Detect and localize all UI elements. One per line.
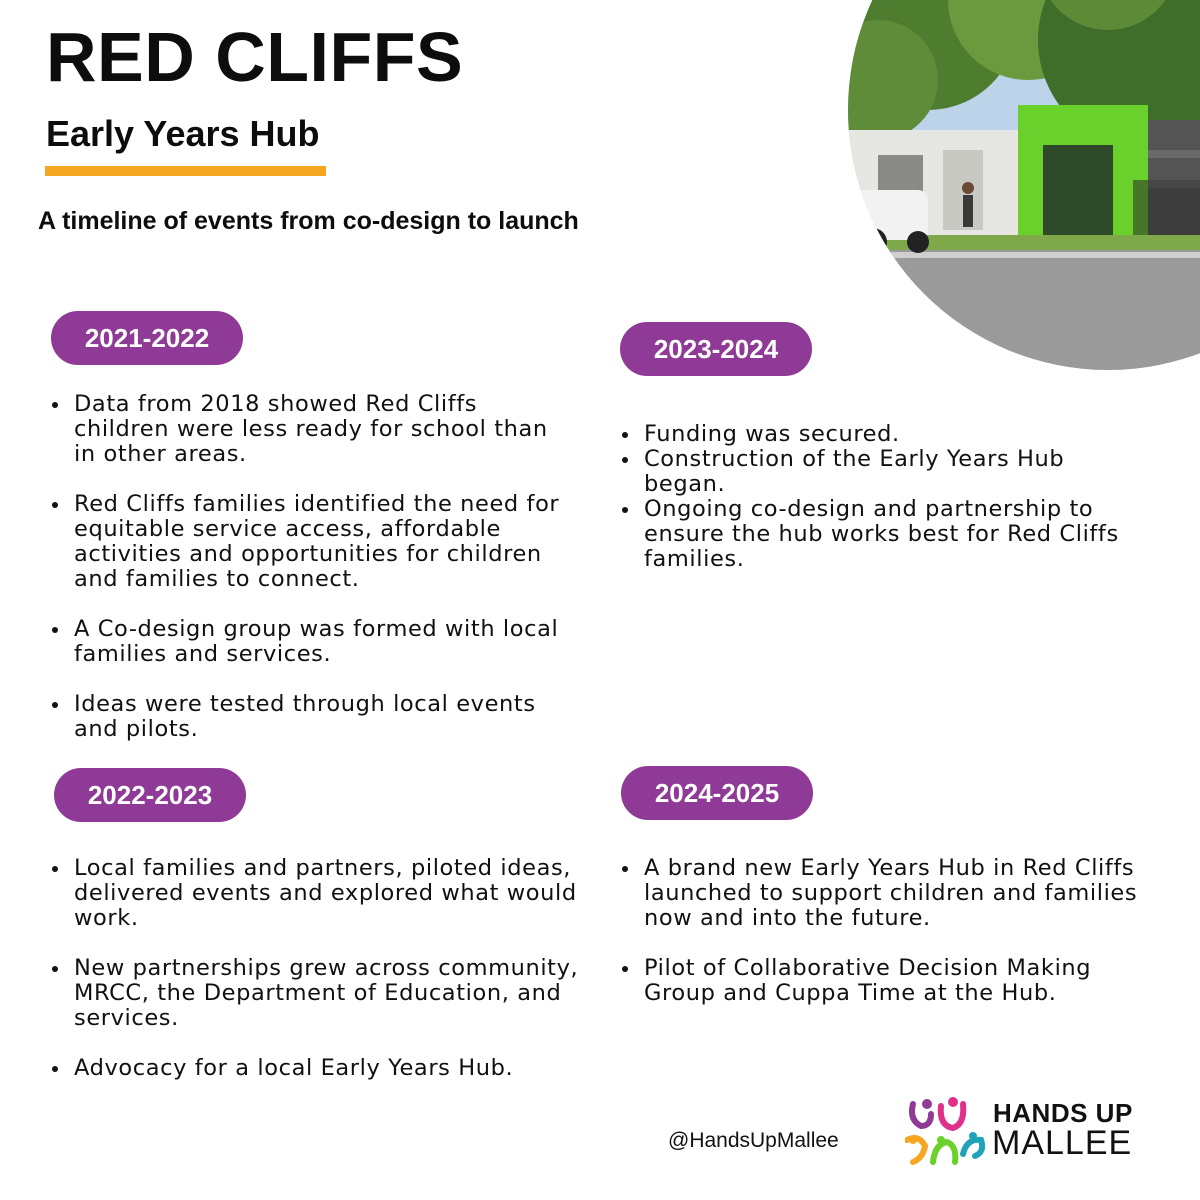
period-badge-2024-2025: 2024-2025 (621, 766, 813, 820)
subtitle-underline (45, 166, 326, 176)
list-item: Data from 2018 showed Red Cliffs children were less ready for school than in other areas. (49, 392, 569, 467)
list-item: Red Cliffs families identified the need for equitable service access, affordable activities and opportunities for children and families to connect. (49, 492, 569, 592)
list-item: New partnerships grew across community, MRCC, the Department of Education, and services. (49, 956, 604, 1031)
page-title: RED CLIFFS (46, 18, 464, 96)
timeline-list-2024-2025 (619, 856, 1139, 1006)
list-item: Advocacy for a local Early Years Hub. (49, 1056, 604, 1081)
period-badge-2021-2022: 2021-2022 (51, 311, 243, 365)
period-badge-2022-2023: 2022-2023 (54, 768, 246, 822)
period-badge-2023-2024: 2023-2024 (620, 322, 812, 376)
list-item: A brand new Early Years Hub in Red Cliffs launched to support children and families now and into the future. (619, 856, 1139, 931)
brand-name-line1: HANDS UP (993, 1098, 1133, 1128)
list-item: Construction of the Early Years Hub began. (619, 447, 1129, 497)
hands-up-mallee-logo-icon (905, 1096, 987, 1168)
brand-name-line2: MALLEE (992, 1124, 1133, 1162)
list-item: A Co-design group was formed with local families and services. (49, 617, 569, 667)
page-subtitle: Early Years Hub (46, 113, 320, 154)
timeline-list-2022-2023 (49, 856, 604, 1081)
social-handle: @HandsUpMallee (668, 1129, 839, 1152)
list-item: Pilot of Collaborative Decision Making Group and Cuppa Time at the Hub. (619, 956, 1139, 1006)
list-item: Ongoing co-design and partnership to ensure the hub works best for Red Cliffs families. (619, 497, 1129, 572)
list-item: Ideas were tested through local events and pilots. (49, 692, 569, 742)
list-item: Funding was secured. (619, 422, 1129, 447)
timeline-list-2023-2024 (619, 422, 1129, 572)
hub-building-photo (848, 0, 1200, 370)
timeline-list-2021-2022 (49, 392, 569, 742)
list-item: Local families and partners, piloted ideas, delivered events and explored what would work. (49, 856, 604, 931)
tagline: A timeline of events from co-design to launch (38, 207, 579, 235)
